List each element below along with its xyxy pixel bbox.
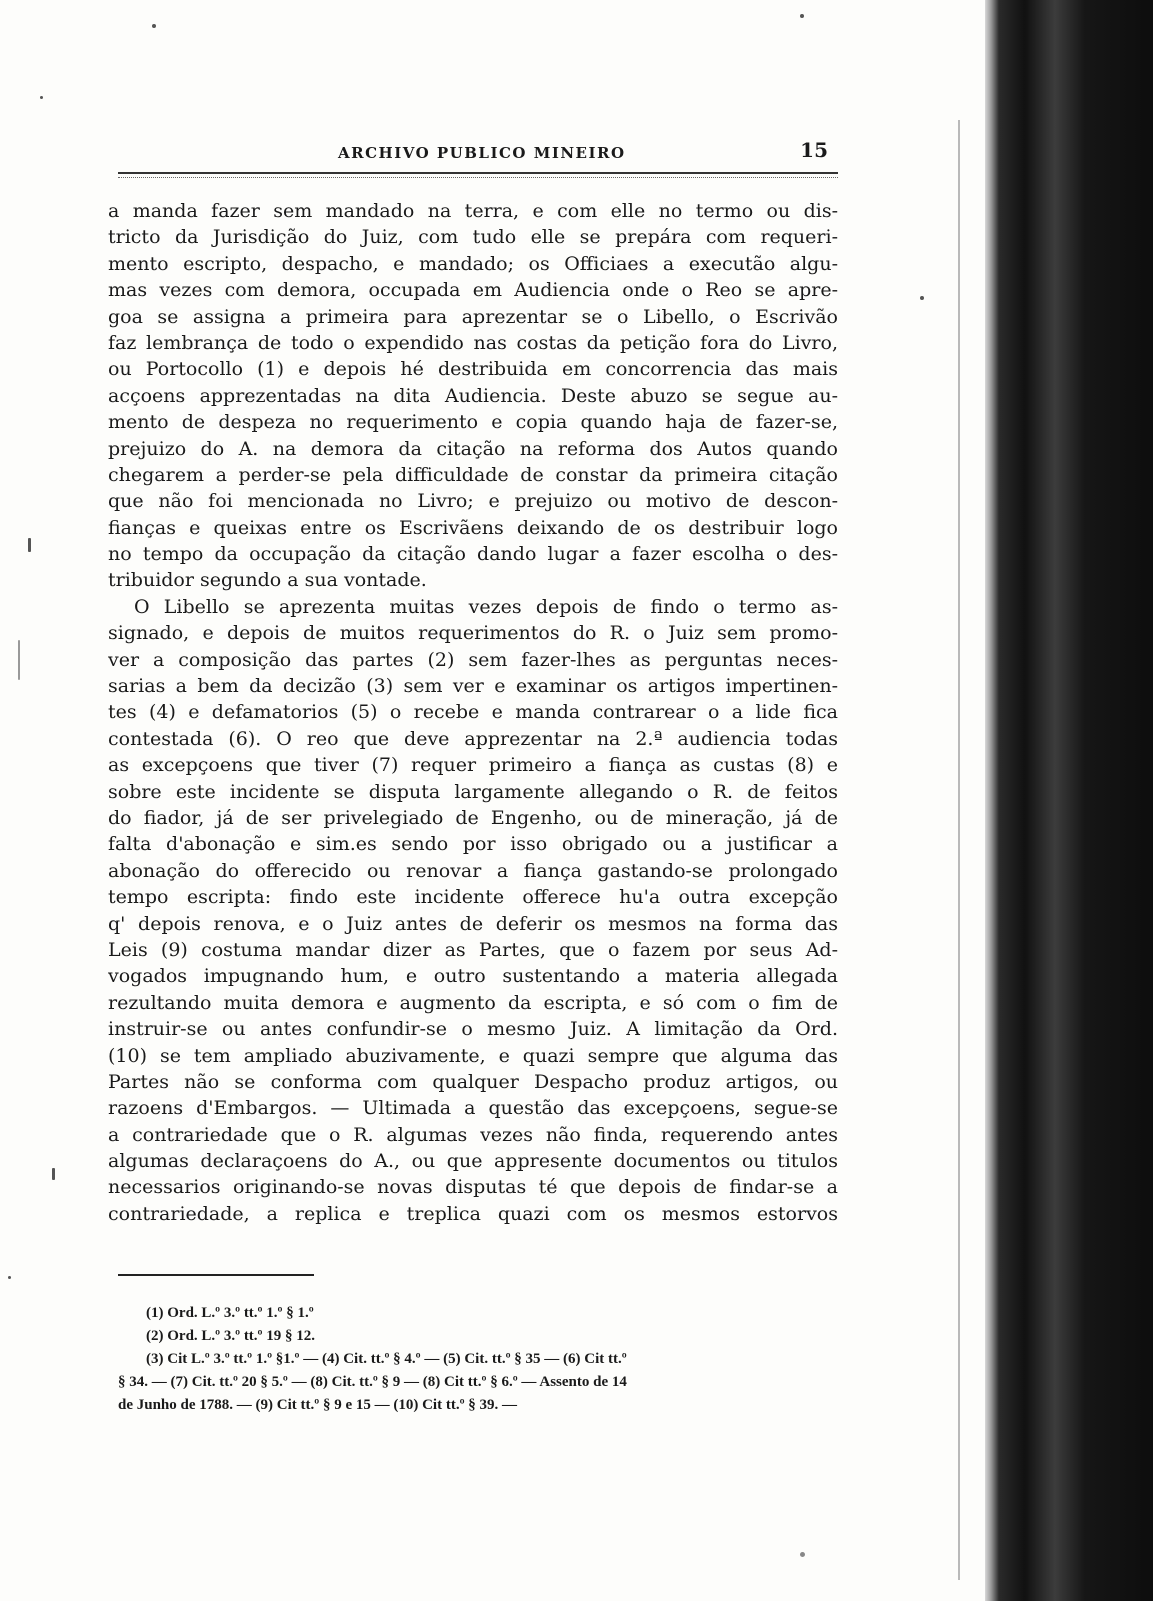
text-line: razoens d'Embargos. — Ultimada a questão das excepçoens, segue-se [108,1097,838,1120]
text-line: mas vezes com demora, occupada em Audiencia onde o Reo se apre- [108,279,838,302]
page-edge-line [958,120,960,1580]
text-line: ou Portocollo (1) e depois hé destribuida em concorrencia das mais [108,358,838,381]
text-line: sobre este incidente se disputa largamente allegando o R. de feitos [108,780,838,803]
scan-speck [40,96,43,99]
text-line: contrariedade, a replica e treplica quazi com os mesmos estorvos [108,1202,838,1225]
text-line: tricto da Jurisdição do Juiz, com tudo elle se prepára com requeri- [108,226,838,249]
text-line: Partes não se conforma com qualquer Despacho produz artigos, ou [108,1070,838,1093]
text-line: do fiador, já de ser privelegiado de Engenho, ou de mineração, já de [108,806,838,829]
text-line: abonação do offerecido ou renovar a fiança gastando-se prolongado [108,859,838,882]
scan-speck [800,14,804,18]
book-binding-edge [985,0,1153,1601]
text-line: falta d'abonação e sim.es sendo por isso obrigado ou a justificar a [108,833,838,856]
text-line: rezultando muita demora e augmento da escripta, e só com o fim de [108,991,838,1014]
scan-speck [152,24,156,28]
text-line: mento de despeza no requerimento e copia quando haja de fazer-se, [108,411,838,434]
footnote-line: (3) Cit L.º 3.º tt.º 1.º §1.º — (4) Cit. tt.º § 4.º — (5) Cit. tt.º § 35 — (6) Cit tt.º [146,1351,627,1367]
footnote-line: (2) Ord. L.º 3.º tt.º 19 § 12. [146,1328,316,1344]
footnotes [118,1302,840,1417]
footnote-line: (1) Ord. L.º 3.º tt.º 1.º § 1.º [146,1305,314,1321]
text-line: vogados impugnando hum, e outro sustentando a materia allegada [108,965,838,988]
text-line: a contrariedade que o R. algumas vezes não finda, requerendo antes [108,1123,838,1146]
page-header [118,138,838,168]
text-line: prejuizo do A. na demora da citação na reforma dos Autos quando [108,437,838,460]
text-line: acçoens apprezentadas na dita Audiencia. Deste abuzo se segue au- [108,384,838,407]
text-line: faz lembrança de todo o expendido nas costas da petição fora do Livro, [108,331,838,354]
text-line: ver a composição das partes (2) sem fazer-lhes as perguntas neces- [108,648,838,671]
text-line: contestada (6). O reo que deve apprezentar na 2.ª audiencia todas [108,727,838,750]
text-line: tes (4) e defamatorios (5) o recebe e manda contrarear o a lide fica [108,701,838,724]
text-line: algumas declaraçoens do A., ou que appresente documentos ou titulos [108,1150,838,1173]
footnote-line: de Junho de 1788. — (9) Cit tt.º § 9 e 15 — (10) Cit tt.º § 39. — [118,1397,518,1413]
text-line: tempo escripta: findo este incidente offerece hu'a outra excepção [108,886,838,909]
text-line: as excepçoens que tiver (7) requer primeiro a fiança as custas (8) e [108,754,838,777]
text-line: signado, e depois de muitos requerimentos do R. o Juiz sem promo- [108,622,838,645]
text-line: goa se assigna a primeira para aprezentar se o Libello, o Escrivão [108,305,838,328]
text-line: (10) se tem ampliado abuzivamente, e quazi sempre que alguma das [108,1044,838,1067]
text-line: sarias a bem da decizão (3) sem ver e examinar os artigos impertinen- [108,675,838,698]
text-line: no tempo da occupação da citação dando lugar a fazer escolha o des- [108,543,838,566]
text-line: necessarios originando-se novas disputas té que depois de findar-se a [108,1176,838,1199]
footnote-line: § 34. — (7) Cit. tt.º 20 § 5.º — (8) Cit. tt.º § 9 — (8) Cit tt.º § 6.º — Assento de 14 [118,1374,627,1390]
text-line: q' depois renova, e o Juiz antes de deferir os mesmos na forma das [108,912,838,935]
text-line: chegarem a perder-se pela difficuldade de constar da primeira citação [108,463,838,486]
text-line: que não foi mencionada no Livro; e prejuizo ou motivo de descon- [108,490,838,513]
text-line: mento escripto, despacho, e mandado; os Officiaes a executão algu- [108,252,838,275]
text-line: instruir-se ou antes confundir-se o mesmo Juiz. A limitação da Ord. [108,1018,838,1041]
text-line: tribuidor segundo a sua vontade. [108,569,427,592]
scan-speck [920,296,924,300]
text-line: a manda fazer sem mandado na terra, e com elle no termo ou dis- [108,200,838,222]
text-line: fianças e queixas entre os Escrivãens deixando de os destribuir logo [108,516,838,539]
scan-speck [8,1276,11,1279]
page-number: 15 [800,138,828,162]
text-line: O Libello se aprezenta muitas vezes depois de findo o termo as- [134,595,838,618]
scan-speck [52,1168,55,1180]
running-title: ARCHIVO PUBLICO MINEIRO [338,144,626,162]
scan-speck [18,640,20,680]
header-rule [118,172,838,178]
text-line: Leis (9) costuma mandar dizer as Partes, que o fazem por seus Ad- [108,938,838,961]
scan-speck [800,1552,805,1557]
footnote-separator [118,1274,314,1276]
scan-speck [28,538,31,552]
body-text [108,198,838,1227]
